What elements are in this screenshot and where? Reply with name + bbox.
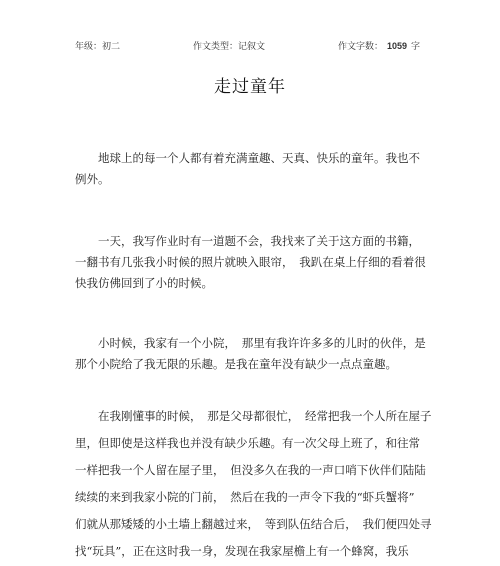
word-count-unit: 字 <box>411 42 421 52</box>
grade-label: 年级：初二 <box>75 42 121 52</box>
essay-type-label: 作文类型：记叙文 <box>193 42 266 52</box>
text-line: 那个小院给了我无限的乐趣。是我在童年没有缺少一点点童趣。 <box>75 357 397 371</box>
text-line: 们就从那矮矮的小土墙上翻越过来， 等到队伍结合后， 我们便四处寻 <box>75 517 432 531</box>
word-count-value: 1059 <box>387 41 408 51</box>
text-line: 例外。 <box>75 172 110 186</box>
paragraph-1 <box>75 150 420 192</box>
essay-title: 走过童年 <box>214 77 286 97</box>
text-line: 续续的来到我家小院的门前， 然后在我的一声令下我的“虾兵蟹将” <box>75 490 415 504</box>
word-count-label: 作文字数： <box>338 42 384 52</box>
text-line: 快我仿佛回到了小的时候。 <box>75 276 213 290</box>
document-header <box>0 37 500 53</box>
paragraph-4 <box>75 408 432 566</box>
text-line: 里，但即使是这样我也并没有缺少乐趣。有一次父母上班了，和往常 <box>75 436 420 450</box>
word-count <box>338 39 420 52</box>
text-line: 在我刚懂事的时候， 那是父母都很忙， 经常把我一个人所在屋子 <box>75 409 432 423</box>
text-line: 一翻书有几张我小时候的照片就映入眼帘， 我趴在桌上仔细的看着很 <box>75 255 426 269</box>
paragraph-2 <box>75 233 426 296</box>
text-line: 一天，我写作业时有一道题不会，我找来了关于这方面的书籍， <box>75 234 420 248</box>
paragraph-3 <box>75 335 426 377</box>
text-line: 小时候，我家有一个小院， 那里有我许许多多的儿时的伙伴，是 <box>75 336 426 350</box>
text-line: 地球上的每一个人都有着充满童趣、天真、快乐的童年。我也不 <box>75 151 420 165</box>
text-line: 一样把我一个人留在屋子里， 但没多久在我的一声口哨下伙伴们陆陆 <box>75 463 426 477</box>
text-line: 找“玩具”，正在这时我一身，发现在我家屋檐上有一个蜂窝，我乐 <box>75 544 409 558</box>
